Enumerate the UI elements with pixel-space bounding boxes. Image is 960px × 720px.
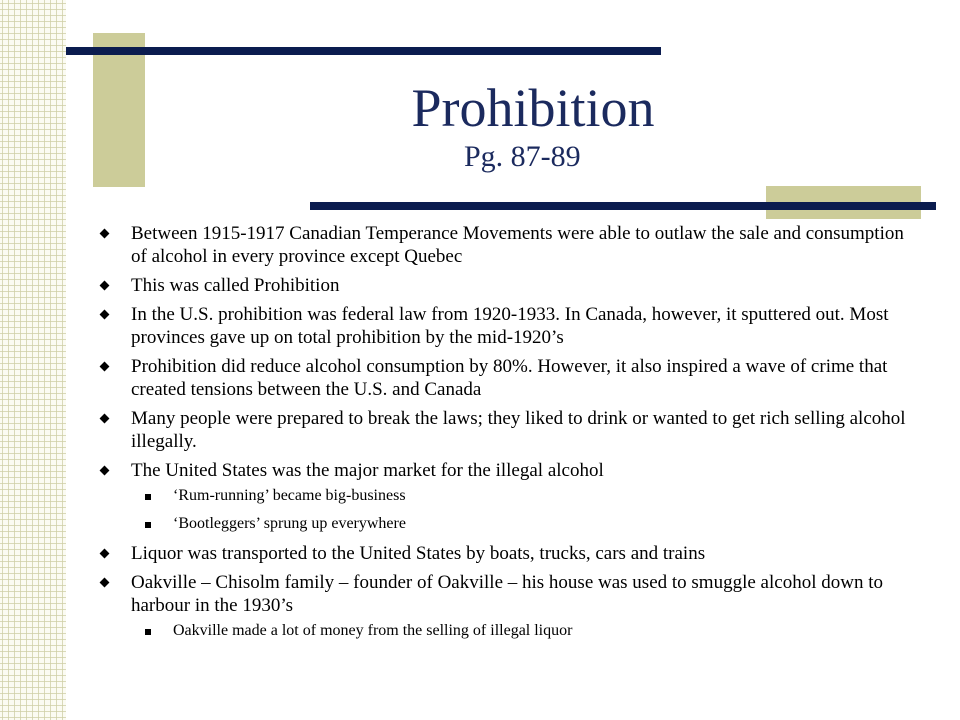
bullet-text: The United States was the major market for the illegal alcohol [131,460,604,481]
left-hatch-strip [0,0,66,720]
sub-bullet-text: Oakville made a lot of money from the selling of illegal liquor [173,622,573,639]
bullet-text: In the U.S. prohibition was federal law from 1920-1933. In Canada, however, it sputtered out. Most provinces gave up on total prohibition by the mid-1920’s [131,304,889,348]
navy-rule-top [66,47,661,55]
bullet-text: This was called Prohibition [131,275,340,296]
bullet-item [95,407,915,453]
bullet-item [95,355,915,401]
slide-title: Prohibition [411,78,655,138]
bullet-text: Liquor was transported to the United States by boats, trucks, cars and trains [131,543,706,564]
square-bullet-icon [145,522,151,528]
sub-bullet-item [131,621,915,641]
diamond-bullet-icon [100,362,110,372]
bullet-item [95,274,915,297]
square-bullet-icon [145,494,151,500]
diamond-bullet-icon [100,414,110,424]
sub-bullet-text: ‘Rum-running’ became big-business [173,487,406,504]
bullet-text: Many people were prepared to break the laws; they liked to drink or wanted to get rich selling alcohol illegally. [131,408,906,452]
bullet-item [95,571,915,641]
bullet-text: Prohibition did reduce alcohol consumption by 80%. However, it also inspired a wave of crime that created tensions between the U.S. and Canada [131,356,888,400]
bullet-list [95,222,915,649]
sub-bullet-text: ‘Bootleggers’ sprung up everywhere [173,515,406,532]
bullet-text: Oakville – Chisolm family – founder of Oakville – his house was used to smuggle alcohol down to harbour in the 1930’s [131,572,883,616]
square-bullet-icon [145,629,151,635]
diamond-bullet-icon [100,466,110,476]
diamond-bullet-icon [100,281,110,291]
bullet-item [95,459,915,534]
bullet-item [95,542,915,565]
sub-bullet-item [131,514,915,534]
slide-subtitle: Pg. 87-89 [464,140,581,173]
diamond-bullet-icon [100,578,110,588]
sub-bullet-list [131,621,915,641]
bullet-item [95,303,915,349]
sub-bullet-item [131,486,915,506]
bullet-text: Between 1915-1917 Canadian Temperance Movements were able to outlaw the sale and consumption of alcohol in every province except Quebec [131,223,904,267]
sub-bullet-list [131,486,915,534]
diamond-bullet-icon [100,310,110,320]
navy-rule-bottom [310,202,936,210]
diamond-bullet-icon [100,229,110,239]
diamond-bullet-icon [100,549,110,559]
bullet-item [95,222,915,268]
